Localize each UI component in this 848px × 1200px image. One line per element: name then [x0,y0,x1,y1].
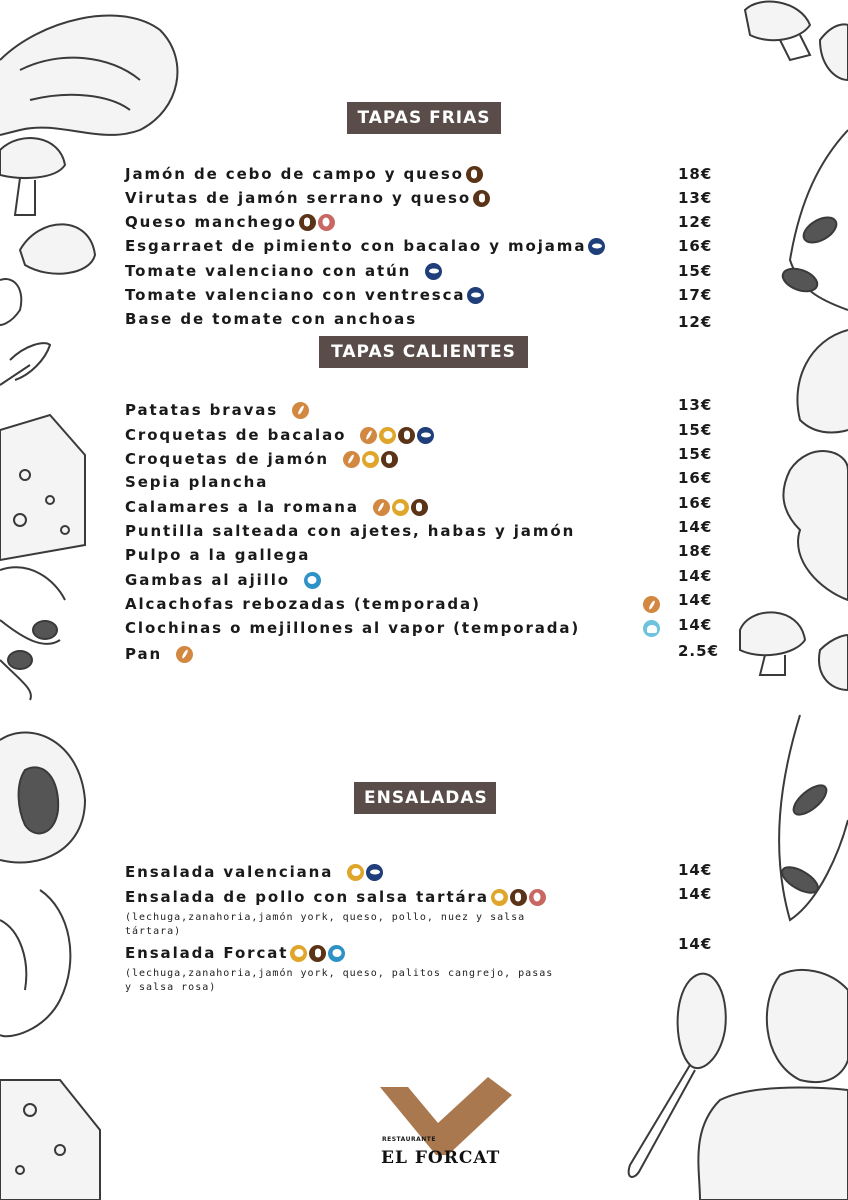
item-name: Tomate valenciano con ventresca [125,286,466,304]
crustacean-allergen-icon [304,572,321,589]
item-name: Virutas de jamón serrano y queso [125,189,472,207]
item-price: 18€ [678,542,713,560]
section-header-tapas-calientes: TAPAS CALIENTES [319,336,528,368]
item-name: Pulpo a la gallega [125,546,311,564]
section-header-ensaladas: ENSALADAS [354,782,496,814]
gluten-allergen-icon [643,596,660,613]
fish-allergen-icon [588,238,605,255]
item-price: 18€ [678,165,713,183]
item-price: 14€ [678,935,713,953]
mushroom-illustration-left [0,138,65,178]
item-name: Croquetas de jamón [125,450,329,468]
egg-allergen-icon [392,499,409,516]
gluten-allergen-icon [292,402,309,419]
milk-allergen-icon [381,451,398,468]
crustacean-allergen-icon [328,945,345,962]
item-name: Pan [125,645,163,663]
nuts-allergen-icon [529,889,546,906]
item-price: 12€ [678,313,713,331]
item-name: Ensalada valenciana [125,863,334,881]
item-name: Patatas bravas [125,401,279,419]
mushroom-illustration-right [745,2,810,41]
item-name: Puntilla salteada con ajetes, habas y jamón [125,522,576,540]
item-name: Jamón de cebo de campo y queso [125,165,464,183]
item-name: Esgarraet de pimiento con bacalao y mojama [125,237,587,255]
milk-allergen-icon [473,190,490,207]
item-price: 16€ [678,494,713,512]
shrimp-illustration [0,890,70,1036]
ginger-illustration [783,451,848,600]
tomato-illustration [0,733,85,863]
milk-allergen-icon [309,945,326,962]
nuts-allergen-icon [318,214,335,231]
item-name: Clochinas o mejillones al vapor (temporada) [125,619,581,637]
item-name: Ensalada de pollo con salsa tartára [125,888,489,906]
gluten-allergen-icon [176,646,193,663]
item-name: Sepia plancha [125,473,269,491]
fish-allergen-icon [366,864,383,881]
egg-allergen-icon [347,864,364,881]
item-price: 15€ [678,262,713,280]
milk-allergen-icon [398,427,415,444]
shellfish-allergen-icon [643,620,660,637]
item-name: Ensalada Forcat [125,944,289,962]
steak-illustration [0,16,177,135]
item-price: 15€ [678,445,713,463]
fish-allergen-icon [467,287,484,304]
egg-allergen-icon [491,889,508,906]
milk-allergen-icon [510,889,527,906]
fish-allergen-icon [425,263,442,280]
item-price: 15€ [678,421,713,439]
item-description: (lechuga,zanahoria,jamón york, queso, palitos cangrejo, pasas y salsa rosa) [125,968,554,993]
item-price: 12€ [678,213,713,231]
item-name: Gambas al ajillo [125,571,290,589]
item-name: Alcachofas rebozadas (temporada) [125,595,481,613]
milk-allergen-icon [466,166,483,183]
milk-allergen-icon [411,499,428,516]
item-name: Base de tomate con anchoas [125,310,418,328]
item-name: Tomate valenciano con atún [125,262,412,280]
item-name: Queso manchego [125,213,297,231]
garlic-illustration [767,970,848,1082]
item-price: 16€ [678,237,713,255]
item-description: (lechuga,zanahoria,jamón york, queso, pollo, nuez y salsa tártara) [125,912,526,937]
section-header-tapas-frias: TAPAS FRIAS [347,102,501,134]
egg-allergen-icon [362,451,379,468]
item-price: 14€ [678,567,713,585]
cheese-illustration-left [0,415,85,560]
item-price: 14€ [678,591,713,609]
item-price: 14€ [678,861,713,879]
item-price: 16€ [678,469,713,487]
gluten-allergen-icon [343,451,360,468]
item-price: 17€ [678,286,713,304]
item-price: 13€ [678,189,713,207]
item-name: Calamares a la romana [125,498,359,516]
logo-name: EL FORCAT [381,1148,501,1168]
gluten-allergen-icon [373,499,390,516]
milk-allergen-icon [299,214,316,231]
gluten-allergen-icon [360,427,377,444]
item-name: Croquetas de bacalao [125,426,347,444]
spoon-illustration [678,974,726,1068]
fish-allergen-icon [417,427,434,444]
item-price: 14€ [678,518,713,536]
egg-allergen-icon [290,945,307,962]
egg-allergen-icon [379,427,396,444]
item-price: 13€ [678,396,713,414]
item-price: 2.5€ [678,642,720,660]
logo-subtitle: RESTAURANTE [382,1136,436,1143]
leaf-branch-right [790,130,848,310]
item-price: 14€ [678,885,713,903]
item-price: 14€ [678,616,713,634]
